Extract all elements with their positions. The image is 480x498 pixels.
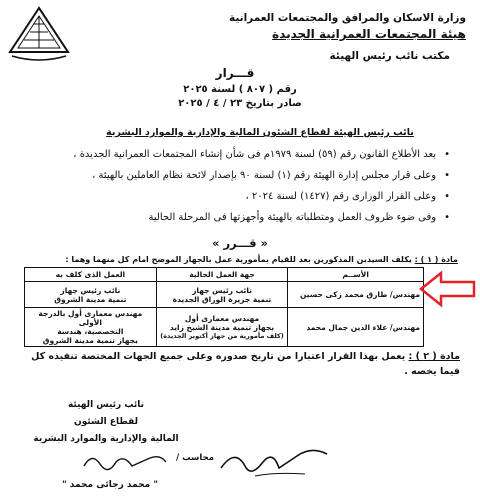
- cell-name: مهندس/ علاء الدين جمال محمد: [288, 308, 424, 347]
- recital-2: •وعلى قرار مجلس إدارة الهيئة رقم (١) لسنة ٩٠ بإصدار لائحة نظام العاملين بالهيئة ،: [92, 170, 450, 181]
- cell-line: تنمية جزيرة الوراق الجديدة: [172, 294, 272, 304]
- issuer-title: نائب رئيس الهيئة لقطاع الشئون المالية والإدارية والموارد البشرية: [106, 127, 414, 138]
- article-1: [18, 255, 458, 264]
- decree-date: صادر بتاريخ ٢٣ / ٤ / ٢٠٢٥: [178, 98, 302, 109]
- table-row: [25, 282, 424, 308]
- signature-line-1: نائب رئيس الهيئة: [67, 400, 145, 410]
- recital-1: •بعد الأطلاع القانون رقم (٥٩) لسنة ١٩٧٩م فى شأن إنشاء المجتمعات العمرانية الجديدة ،: [73, 149, 450, 160]
- cell-current: [156, 308, 288, 347]
- decree-title: قـــرار: [215, 66, 255, 80]
- signature-line-3: المالية والإدارية والموارد البشرية: [33, 434, 179, 444]
- table-row: [25, 308, 424, 347]
- handwritten-signature: [80, 448, 170, 474]
- decides-heading: « قـــرر »: [212, 236, 268, 250]
- signatory-name: " محمد رجائى محمد ": [61, 480, 159, 490]
- col-header-current: جهة العمل الحالية: [156, 268, 288, 282]
- cell-line: تنمية مدينة الشروق: [54, 294, 127, 304]
- ministry-name: وزارة الاسكان والمرافق والمجتمعات العمرانية: [228, 12, 466, 24]
- col-header-assigned: العمل الذى كلف به: [25, 268, 157, 282]
- recital-2-text: وعلى قرار مجلس إدارة الهيئة رقم (١) لسنة ٩٠ بإصدار لائحة نظام العاملين بالهيئة ،: [92, 170, 437, 181]
- accountant-label: محاسب /: [176, 453, 215, 463]
- recital-4: •وفى ضوء ظروف العمل ومتطلباته بالهيئة وأجهزتها فى المرحلة الحالية: [148, 212, 450, 223]
- cell-line: نائب رئيس جهاز: [60, 285, 121, 295]
- cell-assigned: [25, 308, 157, 347]
- handwritten-signature: [215, 438, 335, 482]
- cell-line: مهندس معمارى أول بالدرجة الأولى: [38, 309, 143, 327]
- recital-4-text: وفى ضوء ظروف العمل ومتطلباته بالهيئة وأجهزتها فى المرحلة الحالية: [148, 212, 437, 223]
- recital-3: •وعلى القرار الوزارى رقم (١٤٢٧) لسنة ٢٠٢٤ ،: [245, 191, 450, 202]
- cell-line: نائب رئيس جهاز: [192, 285, 252, 295]
- article-2: [20, 349, 460, 379]
- article-1-text: يكلف السيدين المذكورين بعد للقيام بمأمورية عمل بالجهاز الموضح امام كل منهما وهما :: [65, 255, 412, 264]
- col-header-name: الأســم: [288, 268, 424, 282]
- office-name: مكتب نائب رئيس الهيئة: [329, 50, 450, 62]
- signature-line-2: لقطاع الشئون: [74, 417, 138, 427]
- authority-name: هيئة المجتمعات العمرانية الجديدة: [272, 27, 466, 41]
- decree-number: رقم ( ٨٠٧ ) لسنة ٢٠٢٥: [183, 84, 297, 95]
- authority-logo: [6, 6, 72, 64]
- article-2-label: مادة ( ٢ ) :: [408, 351, 460, 362]
- assignment-table: [24, 267, 424, 347]
- article-2-text: يعمل بهذا القرار اعتبارا من تاريخ صدوره وعلى جميع الجهات المختصة تنفيذه كل فيما يخصه .: [31, 351, 460, 377]
- cell-current: [156, 282, 288, 308]
- cell-line: بجهاز تنمية مدينة الشيخ زايد: [169, 323, 275, 332]
- cell-line: التخصصية، هندسة: [57, 327, 124, 336]
- table-header-row: [25, 268, 424, 282]
- cell-line: (كلف مأمورية من جهاز أكتوبر الجديدة): [160, 332, 284, 340]
- article-1-label: مادة ( ١ ) :: [414, 255, 458, 264]
- red-arrow-icon: [419, 270, 477, 308]
- cell-name: مهندس/ طارق محمد زكى حسين: [288, 282, 424, 308]
- cell-line: بجهاز تنمية مدينة الشروق: [42, 336, 138, 345]
- cell-assigned: [25, 282, 157, 308]
- recital-1-text: بعد الأطلاع القانون رقم (٥٩) لسنة ١٩٧٩م فى شأن إنشاء المجتمعات العمرانية الجديدة ،: [73, 149, 437, 160]
- recital-3-text: وعلى القرار الوزارى رقم (١٤٢٧) لسنة ٢٠٢٤ ،: [245, 191, 437, 202]
- cell-line: مهندس معمارى أول: [184, 314, 260, 323]
